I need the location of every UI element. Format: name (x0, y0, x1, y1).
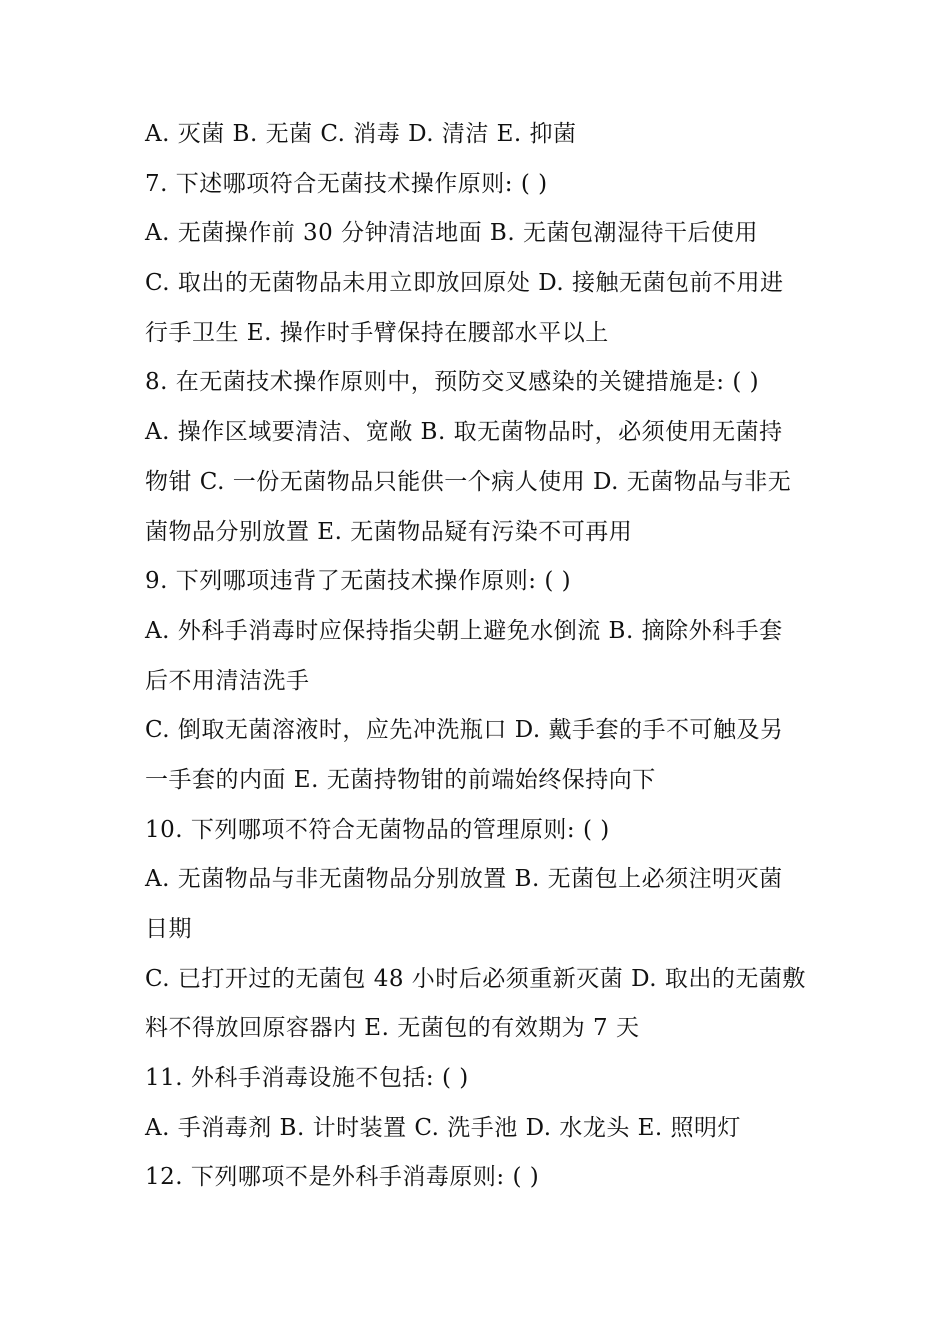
options-line: 菌物品分别放置 E. 无菌物品疑有污染不可再用 (145, 518, 633, 545)
question-9: 9. 下列哪项违背了无菌技术操作原则: ( ) (145, 568, 572, 595)
options-line: 后不用清洁洗手 (145, 667, 310, 694)
options-line: C. 已打开过的无菌包 48 小时后必须重新灭菌 D. 取出的无菌敷 (145, 965, 806, 992)
options-line: 日期 (145, 916, 192, 942)
question-10: 10. 下列哪项不符合无菌物品的管理原则: ( ) (145, 816, 610, 843)
question-12: 12. 下列哪项不是外科手消毒原则: ( ) (145, 1164, 540, 1191)
options-line: A. 灭菌 B. 无菌 C. 消毒 D. 清洁 E. 抑菌 (145, 121, 577, 147)
options-line: C. 取出的无菌物品未用立即放回原处 D. 接触无菌包前不用进 (145, 270, 784, 297)
question-8: 8. 在无菌技术操作原则中，预防交叉感染的关键措施是: ( ) (145, 369, 760, 396)
options-line: 料不得放回原容器内 E. 无菌包的有效期为 7 天 (145, 1015, 640, 1042)
options-line: A. 操作区域要清洁、宽敞 B. 取无菌物品时，必须使用无菌持 (145, 419, 783, 446)
options-line: A. 外科手消毒时应保持指尖朝上避免水倒流 B. 摘除外科手套 (145, 617, 783, 644)
options-line: A. 无菌物品与非无菌物品分别放置 B. 无菌包上必须注明灭菌 (145, 866, 783, 893)
options-line: 行手卫生 E. 操作时手臂保持在腰部水平以上 (145, 319, 609, 346)
question-7: 7. 下述哪项符合无菌技术操作原则: ( ) (145, 170, 548, 197)
options-line: 物钳 C. 一份无菌物品只能供一个病人使用 D. 无菌物品与非无 (145, 468, 792, 495)
options-line: A. 手消毒剂 B. 计时装置 C. 洗手池 D. 水龙头 E. 照明灯 (145, 1114, 742, 1141)
question-text-block (145, 110, 825, 1203)
options-line: A. 无菌操作前 30 分钟清洁地面 B. 无菌包潮湿待干后使用 (145, 220, 758, 247)
question-11: 11. 外科手消毒设施不包括: ( ) (145, 1065, 469, 1092)
options-line: C. 倒取无菌溶液时，应先冲洗瓶口 D. 戴手套的手不可触及另 (145, 717, 784, 744)
options-line: 一手套的内面 E. 无菌持物钳的前端始终保持向下 (145, 766, 656, 793)
